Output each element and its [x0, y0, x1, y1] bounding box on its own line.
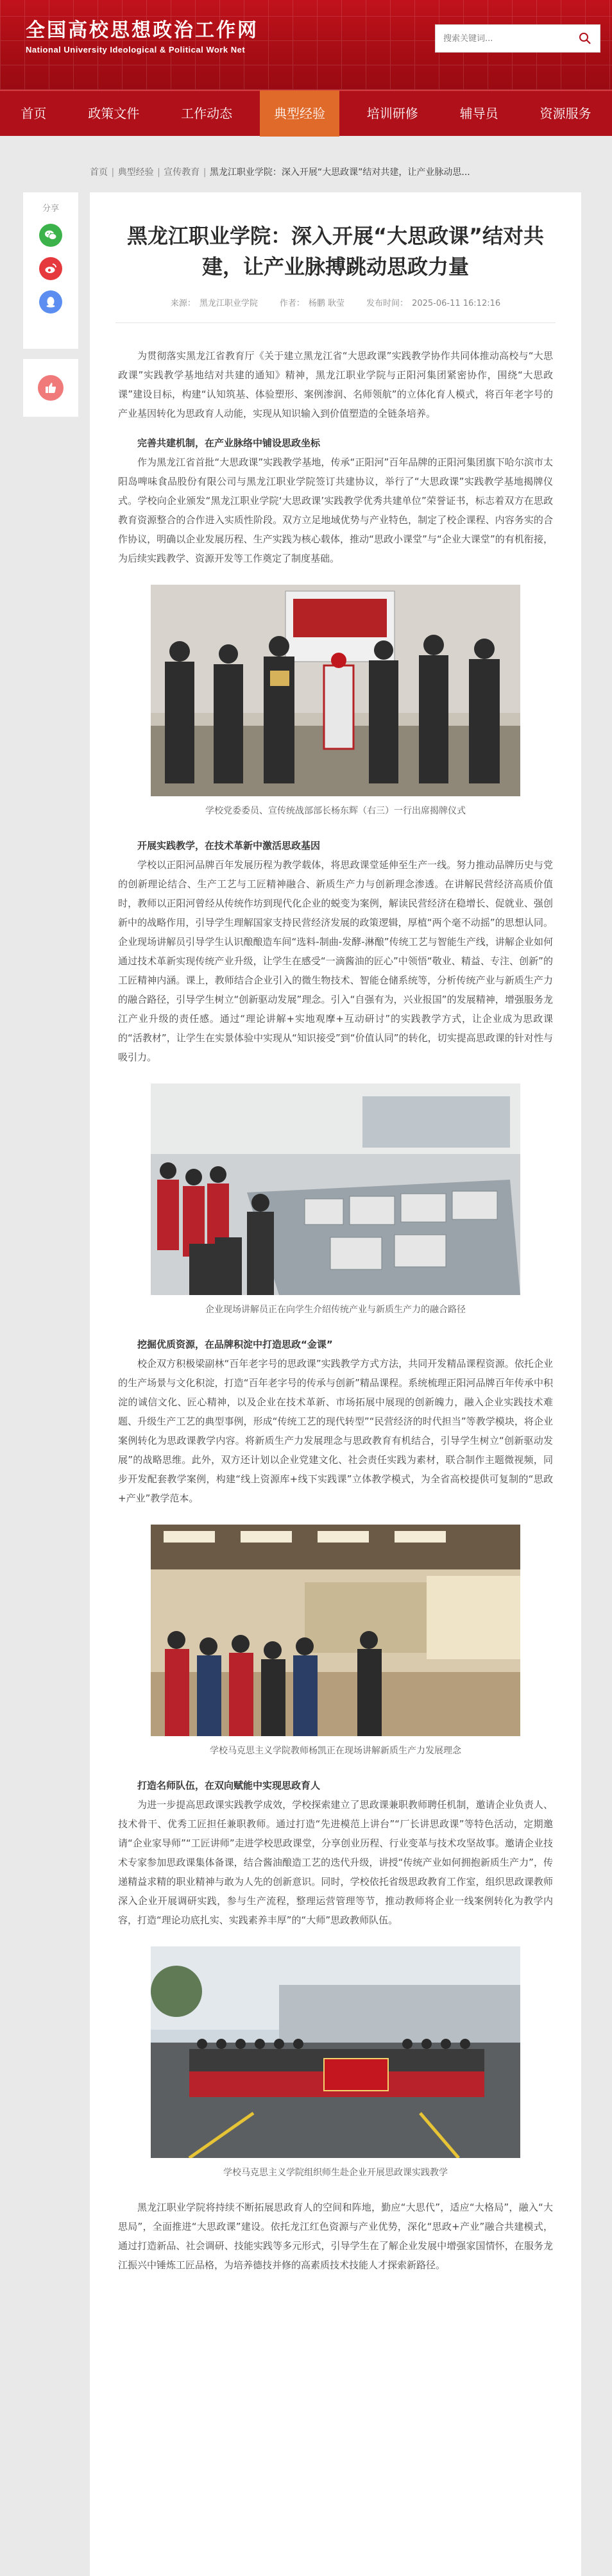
meta-date-value: 2025-06-11 16:12:16	[412, 299, 501, 308]
site-header	[0, 0, 612, 90]
article-title: 黑龙江职业学院：深入开展“大思政课”结对共建，让产业脉搏跳动思政力量	[126, 224, 545, 279]
figure-caption: 学校马克思主义学院教师杨凯正在现场讲解新质生产力发展理念	[210, 1746, 461, 1756]
breadcrumb	[90, 165, 577, 178]
photo-group-outdoor-art	[151, 1946, 520, 2158]
like-panel	[23, 359, 78, 417]
nav-item-home[interactable]: 首页	[21, 106, 47, 121]
paragraph: 作为黑龙江省首批“大思政课”实践教学基地，传承“正阳河”百年品牌的正阳河集团旗下哈尔滨市太阳岛啤味食品股份有限公司与黑龙江职业学院签订共建协议，举行了“大思政课”实践教学基地揭牌仪式。学校向企业颁发“黑龙江职业学院‘大思政课’实践教学优秀共建单位”荣誉证书，标志着双方在思政教育资源整合的合作进入实质性阶段。双方立足地域优势与产业特色，制定了校企课程、内容务实的合作协议，明确以企业发展历程、生产实践为核心载体，推动“思政小课堂”与“企业大课堂”的有机衔接，为后续实践教学、资源开发等工作奠定了制度基础。	[118, 456, 553, 564]
photo-factory-model	[151, 1083, 520, 1295]
meta-author	[280, 296, 344, 308]
main-nav	[0, 90, 612, 136]
article-figure	[151, 1525, 520, 1757]
nav-item-resources[interactable]: 资源服务	[540, 106, 591, 121]
search-button[interactable]	[570, 25, 600, 52]
share-label: 分享	[42, 204, 59, 213]
breadcrumb-cases[interactable]: 典型经验	[117, 167, 154, 178]
section-heading: 开展实践教学，在技术革新中激活思政基因	[137, 840, 321, 851]
meta-author-label: 作者：	[279, 299, 305, 308]
logo-chinese: 全国高校思想政治工作网	[26, 19, 259, 42]
logo-english: National University Ideological & Political Work Net	[26, 45, 246, 54]
like-button[interactable]	[38, 375, 64, 401]
thumbs-up-icon	[44, 381, 58, 395]
photo-lecture-hall	[151, 1525, 520, 1736]
meta-date	[366, 296, 500, 308]
share-panel	[23, 192, 78, 349]
photo-lecture-hall-art	[151, 1525, 520, 1736]
meta-source-value: 黑龙江职业学院	[199, 299, 258, 308]
nav-item-training[interactable]: 培训研修	[366, 106, 418, 121]
article-figure	[151, 1083, 520, 1316]
section-heading: 完善共建机制，在产业脉络中铺设思政坐标	[137, 437, 321, 449]
nav-item-counselor[interactable]: 辅导员	[459, 106, 498, 121]
article-figure	[151, 585, 520, 817]
figure-caption: 学校党委委员、宣传统战部部长杨东辉（右三）一行出席揭牌仪式	[205, 806, 466, 816]
wechat-icon	[44, 228, 58, 242]
qq-icon	[44, 295, 58, 309]
section-heading: 打造名师队伍，在双向赋能中实现思政育人	[137, 1780, 321, 1791]
breadcrumb-publicity[interactable]: 宣传教育	[164, 167, 200, 178]
breadcrumb-separator: |	[203, 167, 207, 178]
photo-factory-model-art	[151, 1083, 520, 1295]
breadcrumb-home[interactable]: 首页	[90, 167, 108, 178]
breadcrumb-separator: |	[111, 167, 115, 178]
paragraph: 为贯彻落实黑龙江省教育厅《关于建立黑龙江省“大思政课”实践教学协作共同体推动高校与“大思政课”实践教学基地结对共建的通知》精神，黑龙江职业学院与正阳河集团紧密协作，围绕“大思政课”建设目标，构建“认知筑基、体验塑形、案例渗润、名师领航”的立体化育人模式，将百年老字号的产业基因转化为思政育人动能，实现从知识输入到价值塑造的全链条培养。	[118, 350, 553, 419]
search-input[interactable]	[436, 25, 570, 52]
share-qq-button[interactable]	[39, 290, 62, 314]
weibo-icon	[44, 262, 58, 276]
article-meta	[90, 296, 581, 308]
paragraph: 校企双方积极梁副林“百年老字号的思政课”实践教学方式方法，共同开发精品课程资源。依托企业的生产场景与文化积淀，打造“百年老字号的传承与创新”精品课程。系统梳理正阳河品牌百年传承中积淀的诚信文化、匠心精神，以及企业在技术革新、市场拓展中展现的创新魄力，融入企业实践技术难题、升级生产工艺的典型事例，形成“传统工艺的现代转型”“民营经济的时代担当”等教学模块，将企业案例转化为思政课教学内容。将新质生产力发展理念与思政教育有机结合，引导学生树立“创新驱动发展”的战略思维。此外，双方还计划以企业党建文化、社会责任实践为素材，联合制作主题微视频，同步开发配套教学案例，构建“线上资源库+线下实践课”立体教学模式，为全省高校提供可复制的“思政+产业”教学范本。	[118, 1358, 553, 1504]
search-icon	[579, 32, 591, 45]
photo-group-outdoor	[151, 1946, 520, 2158]
site-logo[interactable]	[26, 18, 259, 54]
search-box	[435, 24, 600, 53]
figure-caption: 学校马克思主义学院组织师生赴企业开展思政课实践教学	[223, 2168, 448, 2178]
nav-item-news[interactable]: 工作动态	[181, 106, 233, 121]
article	[90, 192, 581, 2576]
section-heading: 挖掘优质资源，在品牌积淀中打造思政“金课”	[137, 1339, 333, 1350]
article-body	[90, 323, 581, 2275]
meta-source	[171, 296, 258, 308]
figure-caption: 企业现场讲解员正在向学生介绍传统产业与新质生产力的融合路径	[205, 1305, 466, 1315]
nav-item-policy[interactable]: 政策文件	[88, 106, 140, 121]
share-wechat-button[interactable]	[39, 224, 62, 247]
share-weibo-button[interactable]	[39, 257, 62, 280]
paragraph: 学校以正阳河品牌百年发展历程为教学载体，将思政课堂延伸至生产一线。努力推动品牌历史与党的创新理论结合、生产工艺与工匠精神融合、新质生产力与创新理念渗透。在讲解民营经济高质价值时，教师以正阳河曾经从传统作坊到现代化企业的蜕变为案例，解读民营经济在稳增长、促就业、强创新中的战略作用，引导学生理解国家支持民营经济发展的政策逻辑，厚植“两个毫不动摇”的思想认同。企业现场讲解员引导学生认识酿酿造车间“选料-制曲-发酵-淋酿”传统工艺与智能生产线，讲解企业如何通过技术革新实现传统产业升级，让学生在感受“一滴酱油的匠心”中领悟“敬业、精益、专注、创新”的工匠精神内涵。课上，教师结合企业引入的微生物技术、智能仓储系统等，分析传统产业与新质生产力的融合路径，引导学生树立“创新驱动发展”理念。引入“自强有为，兴业报国”的发展精神，增强服务龙江产业升级的责任感。通过“理论讲解+实地观摩+互动研讨”的实践教学方式，让企业成为思政课的“活教材”，让学生在实景体验中实现从“知识接受”到“价值认同”的转化，切实提高思政课的针对性与吸引力。	[118, 859, 553, 1063]
photo-unveiling-ceremony-art	[151, 585, 520, 796]
meta-author-value: 杨鹏 耿莹	[308, 299, 345, 308]
meta-source-label: 来源：	[170, 299, 196, 308]
photo-unveiling-ceremony	[151, 585, 520, 796]
breadcrumb-separator: |	[157, 167, 160, 178]
paragraph: 为进一步提高思政课实践教学成效，学校探索建立了思政课兼职教师聘任机制，邀请企业负责人、技术骨干、优秀工匠担任兼职教师。通过打造“先进模范上讲台”“厂长讲思政课”等特色活动，定期邀请“企业家导师”“工匠讲师”走进学校思政课堂，分享创业历程、行业变革与技术攻坚故事。邀请企业技术专家参加思政课集体备课，结合酱油酿造工艺的迭代升级，讲授“传统产业如何拥抱新质生产力”，传递精益求精的职业精神与敢为人先的创新意识。同时，学校依托省级思政教育工作室，组织思政课教师深入企业开展调研实践，参与生产流程，整理运营管理等节，推动教师将企业一线案例转化为教学内容，打造“理论功底扎实、实践素养丰厚”的“大师”思政教师队伍。	[118, 1799, 553, 1926]
article-figure	[151, 1946, 520, 2179]
nav-item-cases[interactable]: 典型经验	[260, 90, 339, 137]
breadcrumb-current: 黑龙江职业学院：深入开展“大思政课”结对共建，让产业脉动思...	[209, 167, 470, 178]
meta-date-label: 发布时间：	[366, 299, 409, 308]
paragraph: 黑龙江职业学院将持续不断拓展思政育人的空间和阵地，勤应“大思代”，适应“大格局”，融入“大思局”，全面推进“大思政课”建设。依托龙江红色资源与产业优势，深化“思政+产业”融合共建模式，通过打造新品、社会调研、技能实践等多元形式，引导学生在了解企业发展中增强家国情怀，在服务龙江振兴中锤炼工匠品格，为培养德技并修的高素质技术技能人才探索新路径。	[118, 2202, 553, 2271]
